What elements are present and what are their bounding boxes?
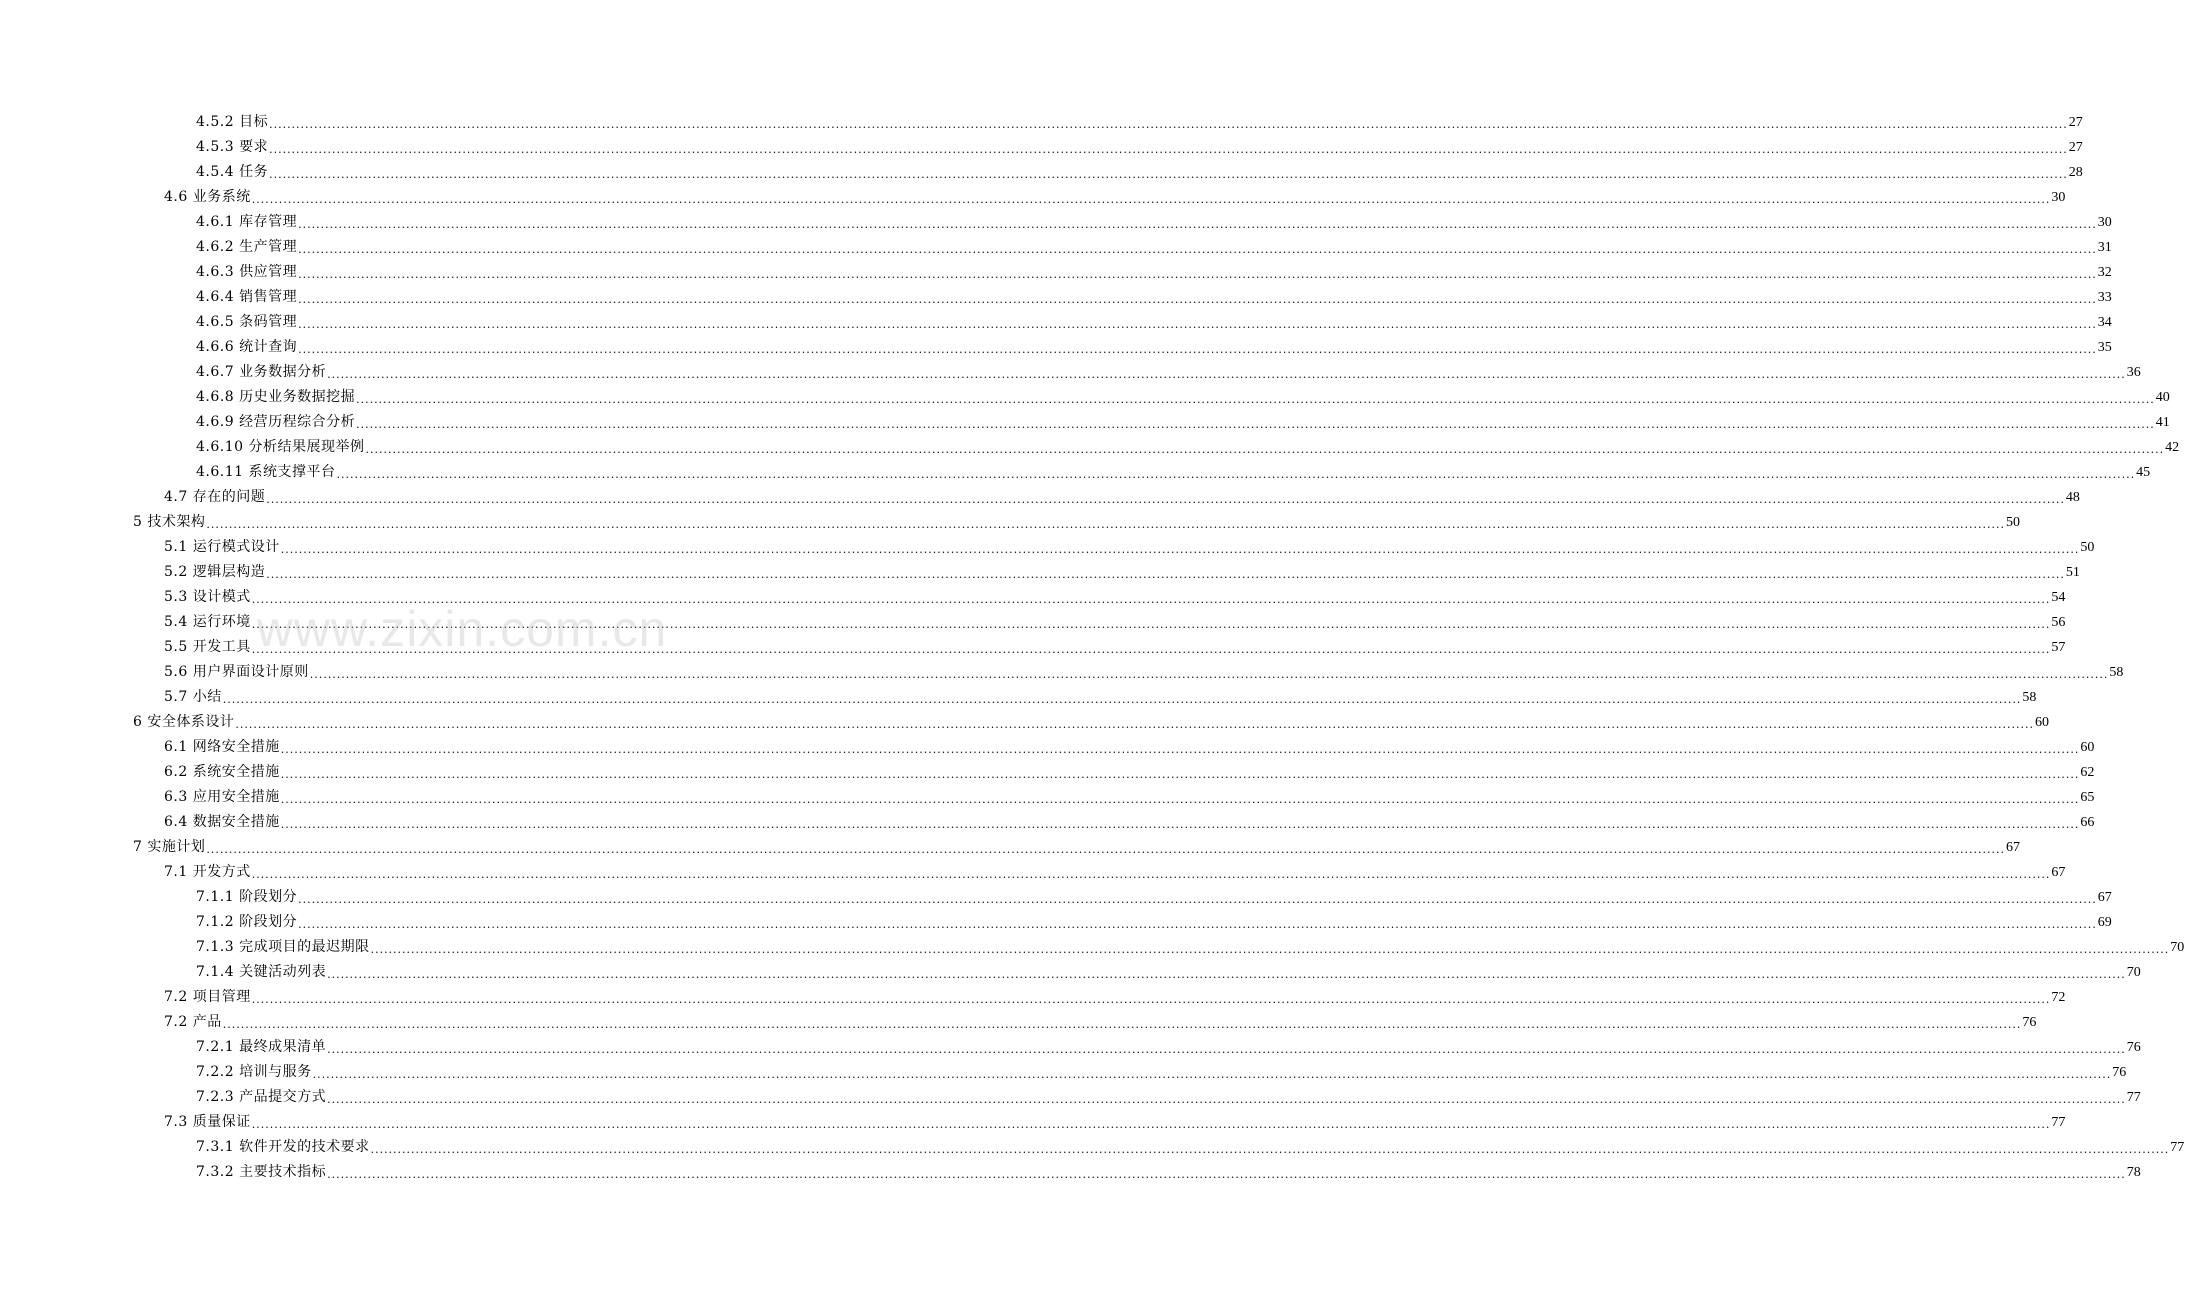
toc-entry-title: 5.7 小结	[164, 689, 222, 705]
toc-entry-page-number: 50	[2006, 515, 2020, 530]
toc-entry[interactable]	[0, 635, 2066, 660]
toc-entry-title: 6.2 系统安全措施	[164, 764, 280, 780]
toc-entry-page-number: 66	[2080, 815, 2095, 830]
dot-leader: ................................................................................................................................................................................................................................................................................................................................................................................................................	[222, 1018, 2022, 1031]
toc-entry[interactable]	[0, 585, 2066, 610]
toc-entry-page-number: 67	[2097, 890, 2112, 905]
toc-entry-page-number: 54	[2051, 590, 2066, 605]
toc-entry-title: 5.1 运行模式设计	[164, 539, 280, 555]
dot-leader: ................................................................................................................................................................................................................................................................................................................................................................................................................	[251, 993, 2051, 1006]
toc-entry[interactable]	[0, 310, 2112, 335]
toc-entry[interactable]	[0, 835, 2020, 860]
dot-leader: ................................................................................................................................................................................................................................................................................................................................................................................................................	[235, 718, 2034, 731]
toc-entry[interactable]	[0, 1035, 2141, 1060]
toc-entry-page-number: 67	[2051, 865, 2066, 880]
toc-entry-page-number: 27	[2068, 140, 2083, 155]
toc-entry[interactable]	[0, 435, 2180, 460]
toc-entry-title: 5.3 设计模式	[164, 589, 251, 605]
toc-entry[interactable]	[0, 760, 2095, 785]
toc-entry-title: 4.7 存在的问题	[164, 489, 266, 505]
toc-entry-title: 7.3.2 主要技术指标	[196, 1164, 327, 1180]
toc-entry[interactable]	[0, 1060, 2127, 1085]
toc-entry[interactable]	[0, 360, 2141, 385]
toc-entry-page-number: 77	[2126, 1090, 2141, 1105]
dot-leader: ................................................................................................................................................................................................................................................................................................................................................................................................................	[370, 943, 2170, 956]
toc-entry[interactable]	[0, 985, 2066, 1010]
toc-entry-title: 6 安全体系设计	[133, 714, 235, 730]
toc-entry-page-number: 58	[2022, 690, 2037, 705]
toc-entry[interactable]	[0, 1135, 2185, 1160]
dot-leader: ................................................................................................................................................................................................................................................................................................................................................................................................................	[327, 968, 2126, 981]
toc-entry-page-number: 30	[2051, 190, 2066, 205]
toc-entry-page-number: 62	[2080, 765, 2095, 780]
toc-entry-page-number: 70	[2126, 965, 2141, 980]
toc-entry[interactable]	[0, 1110, 2066, 1135]
toc-entry-title: 7.3.1 软件开发的技术要求	[196, 1139, 370, 1155]
toc-entry-title: 5 技术架构	[133, 514, 206, 530]
dot-leader: ................................................................................................................................................................................................................................................................................................................................................................................................................	[280, 543, 2080, 556]
toc-entry[interactable]	[0, 485, 2080, 510]
toc-entry-page-number: 72	[2051, 990, 2066, 1005]
toc-entry-page-number: 48	[2065, 490, 2080, 505]
toc-entry[interactable]	[0, 210, 2112, 235]
toc-entry-title: 7.2.1 最终成果清单	[196, 1039, 327, 1055]
toc-entry[interactable]	[0, 460, 2151, 485]
toc-entry[interactable]	[0, 935, 2185, 960]
toc-entry-title: 7.3 质量保证	[164, 1114, 251, 1130]
dot-leader: ................................................................................................................................................................................................................................................................................................................................................................................................................	[327, 1168, 2126, 1181]
toc-entry[interactable]	[0, 860, 2066, 885]
toc-entry[interactable]	[0, 785, 2095, 810]
toc-entry-page-number: 36	[2126, 365, 2141, 380]
toc-entry-title: 5.6 用户界面设计原则	[164, 664, 309, 680]
toc-entry-page-number: 60	[2080, 740, 2095, 755]
dot-leader: ................................................................................................................................................................................................................................................................................................................................................................................................................	[298, 218, 2097, 231]
toc-entry[interactable]	[0, 335, 2112, 360]
dot-leader: ................................................................................................................................................................................................................................................................................................................................................................................................................	[327, 1043, 2126, 1056]
toc-entry-title: 4.5.2 目标	[196, 114, 269, 130]
dot-leader: ................................................................................................................................................................................................................................................................................................................................................................................................................	[269, 143, 2068, 156]
toc-entry-title: 7.1.3 完成项目的最迟期限	[196, 939, 370, 955]
toc-entry-title: 7.1.4 关键活动列表	[196, 964, 327, 980]
toc-entry-title: 7 实施计划	[133, 839, 206, 855]
toc-entry-page-number: 69	[2097, 915, 2112, 930]
dot-leader: ................................................................................................................................................................................................................................................................................................................................................................................................................	[251, 618, 2051, 631]
toc-entry[interactable]	[0, 385, 2170, 410]
toc-entry-title: 7.2.2 培训与服务	[196, 1064, 312, 1080]
toc-entry-page-number: 35	[2097, 340, 2112, 355]
toc-entry-page-number: 78	[2126, 1165, 2141, 1180]
toc-entry-title: 4.6 业务系统	[164, 189, 251, 205]
dot-leader: ................................................................................................................................................................................................................................................................................................................................................................................................................	[206, 518, 2005, 531]
toc-entry-page-number: 51	[2065, 565, 2080, 580]
toc-entry[interactable]	[0, 160, 2083, 185]
toc-entry-title: 4.6.1 库存管理	[196, 214, 298, 230]
toc-entry-page-number: 70	[2170, 940, 2185, 955]
toc-entry-title: 7.1.2 阶段划分	[196, 914, 298, 930]
dot-leader: ................................................................................................................................................................................................................................................................................................................................................................................................................	[251, 593, 2051, 606]
toc-entry-title: 7.1 开发方式	[164, 864, 251, 880]
toc-entry[interactable]	[0, 810, 2095, 835]
toc-entry[interactable]	[0, 1010, 2037, 1035]
toc-entry-title: 6.1 网络安全措施	[164, 739, 280, 755]
toc-entry-title: 4.6.10 分析结果展现举例	[196, 439, 365, 455]
dot-leader: ................................................................................................................................................................................................................................................................................................................................................................................................................	[222, 693, 2022, 706]
toc-entry[interactable]	[0, 185, 2066, 210]
toc-entry-page-number: 77	[2051, 1115, 2066, 1130]
toc-entry-title: 5.2 逻辑层构造	[164, 564, 266, 580]
dot-leader: ................................................................................................................................................................................................................................................................................................................................................................................................................	[356, 418, 2155, 431]
toc-entry[interactable]	[0, 535, 2095, 560]
toc-entry-page-number: 31	[2097, 240, 2112, 255]
toc-entry-page-number: 67	[2006, 840, 2020, 855]
dot-leader: ................................................................................................................................................................................................................................................................................................................................................................................................................	[298, 893, 2097, 906]
toc-entry-title: 5.4 运行环境	[164, 614, 251, 630]
toc-entry-page-number: 33	[2097, 290, 2112, 305]
dot-leader: ................................................................................................................................................................................................................................................................................................................................................................................................................	[309, 668, 2109, 681]
toc-entry[interactable]	[0, 735, 2095, 760]
toc-entry-title: 5.5 开发工具	[164, 639, 251, 655]
toc-entry[interactable]	[0, 885, 2112, 910]
dot-leader: ................................................................................................................................................................................................................................................................................................................................................................................................................	[280, 768, 2080, 781]
dot-leader: ................................................................................................................................................................................................................................................................................................................................................................................................................	[269, 118, 2068, 131]
toc-entry-title: 4.6.11 系统支撑平台	[196, 464, 336, 480]
toc-entry[interactable]	[0, 1085, 2141, 1110]
toc-entry[interactable]	[0, 285, 2112, 310]
toc-entry[interactable]	[0, 710, 2049, 735]
toc-entry[interactable]	[0, 1160, 2141, 1185]
toc-entry-title: 4.6.4 销售管理	[196, 289, 298, 305]
toc-entry-page-number: 50	[2080, 540, 2095, 555]
toc-entry-page-number: 41	[2155, 415, 2170, 430]
toc-entry-title: 4.6.5 条码管理	[196, 314, 298, 330]
table-of-contents	[0, 110, 2185, 1185]
toc-entry-title: 4.5.4 任务	[196, 164, 269, 180]
dot-leader: ................................................................................................................................................................................................................................................................................................................................................................................................................	[251, 193, 2051, 206]
dot-leader: ................................................................................................................................................................................................................................................................................................................................................................................................................	[365, 443, 2165, 456]
toc-entry-title: 7.1.1 阶段划分	[196, 889, 298, 905]
dot-leader: ................................................................................................................................................................................................................................................................................................................................................................................................................	[336, 468, 2136, 481]
toc-entry-page-number: 34	[2097, 315, 2112, 330]
toc-entry[interactable]	[0, 260, 2112, 285]
toc-entry-title: 4.6.7 业务数据分析	[196, 364, 327, 380]
toc-entry[interactable]	[0, 660, 2124, 685]
toc-entry-title: 4.5.3 要求	[196, 139, 269, 155]
toc-entry-page-number: 28	[2068, 165, 2083, 180]
toc-entry-title: 6.4 数据安全措施	[164, 814, 280, 830]
toc-entry-title: 4.6.9 经营历程综合分析	[196, 414, 356, 430]
dot-leader: ................................................................................................................................................................................................................................................................................................................................................................................................................	[251, 1118, 2051, 1131]
dot-leader: ................................................................................................................................................................................................................................................................................................................................................................................................................	[280, 743, 2080, 756]
toc-entry-page-number: 57	[2051, 640, 2066, 655]
toc-entry-title: 4.6.3 供应管理	[196, 264, 298, 280]
dot-leader: ................................................................................................................................................................................................................................................................................................................................................................................................................	[298, 293, 2097, 306]
dot-leader: ................................................................................................................................................................................................................................................................................................................................................................................................................	[298, 318, 2097, 331]
toc-entry-page-number: 40	[2155, 390, 2170, 405]
toc-entry-title: 4.6.8 历史业务数据挖掘	[196, 389, 356, 405]
toc-entry-title: 6.3 应用安全措施	[164, 789, 280, 805]
dot-leader: ................................................................................................................................................................................................................................................................................................................................................................................................................	[266, 568, 2065, 581]
dot-leader: ................................................................................................................................................................................................................................................................................................................................................................................................................	[206, 843, 2005, 856]
toc-entry-page-number: 45	[2136, 465, 2151, 480]
toc-entry[interactable]	[0, 135, 2083, 160]
dot-leader: ................................................................................................................................................................................................................................................................................................................................................................................................................	[327, 368, 2126, 381]
toc-entry[interactable]	[0, 610, 2066, 635]
toc-entry[interactable]	[0, 685, 2037, 710]
dot-leader: ................................................................................................................................................................................................................................................................................................................................................................................................................	[298, 268, 2097, 281]
dot-leader: ................................................................................................................................................................................................................................................................................................................................................................................................................	[280, 818, 2080, 831]
toc-entry[interactable]	[0, 910, 2112, 935]
toc-entry-title: 4.6.2 生产管理	[196, 239, 298, 255]
dot-leader: ................................................................................................................................................................................................................................................................................................................................................................................................................	[280, 793, 2080, 806]
dot-leader: ................................................................................................................................................................................................................................................................................................................................................................................................................	[251, 643, 2051, 656]
dot-leader: ................................................................................................................................................................................................................................................................................................................................................................................................................	[356, 393, 2155, 406]
dot-leader: ................................................................................................................................................................................................................................................................................................................................................................................................................	[298, 918, 2097, 931]
toc-entry-page-number: 42	[2165, 440, 2180, 455]
dot-leader: ................................................................................................................................................................................................................................................................................................................................................................................................................	[269, 168, 2068, 181]
toc-entry[interactable]	[0, 110, 2083, 135]
toc-entry-title: 7.2 产品	[164, 1014, 222, 1030]
toc-entry-page-number: 76	[2112, 1065, 2127, 1080]
dot-leader: ................................................................................................................................................................................................................................................................................................................................................................................................................	[298, 243, 2097, 256]
dot-leader: ................................................................................................................................................................................................................................................................................................................................................................................................................	[327, 1093, 2126, 1106]
dot-leader: ................................................................................................................................................................................................................................................................................................................................................................................................................	[370, 1143, 2170, 1156]
dot-leader: ................................................................................................................................................................................................................................................................................................................................................................................................................	[312, 1068, 2112, 1081]
dot-leader: ................................................................................................................................................................................................................................................................................................................................................................................................................	[251, 868, 2051, 881]
toc-entry[interactable]	[0, 235, 2112, 260]
toc-entry-page-number: 32	[2097, 265, 2112, 280]
toc-entry-page-number: 58	[2109, 665, 2124, 680]
toc-entry-title: 7.2.3 产品提交方式	[196, 1089, 327, 1105]
dot-leader: ................................................................................................................................................................................................................................................................................................................................................................................................................	[298, 343, 2097, 356]
watermark: www.zixin.com.cn	[256, 601, 668, 657]
toc-entry-page-number: 77	[2170, 1140, 2185, 1155]
toc-entry-page-number: 76	[2022, 1015, 2037, 1030]
toc-entry-page-number: 76	[2126, 1040, 2141, 1055]
toc-entry[interactable]	[0, 560, 2080, 585]
toc-entry[interactable]	[0, 510, 2020, 535]
toc-entry-title: 7.2 项目管理	[164, 989, 251, 1005]
toc-entry[interactable]	[0, 410, 2170, 435]
dot-leader: ................................................................................................................................................................................................................................................................................................................................................................................................................	[266, 493, 2065, 506]
toc-entry-page-number: 60	[2035, 715, 2049, 730]
toc-entry-title: 4.6.6 统计查询	[196, 339, 298, 355]
toc-entry-page-number: 30	[2097, 215, 2112, 230]
toc-entry-page-number: 56	[2051, 615, 2066, 630]
toc-entry[interactable]	[0, 960, 2141, 985]
toc-entry-page-number: 27	[2068, 115, 2083, 130]
toc-entry-page-number: 65	[2080, 790, 2095, 805]
